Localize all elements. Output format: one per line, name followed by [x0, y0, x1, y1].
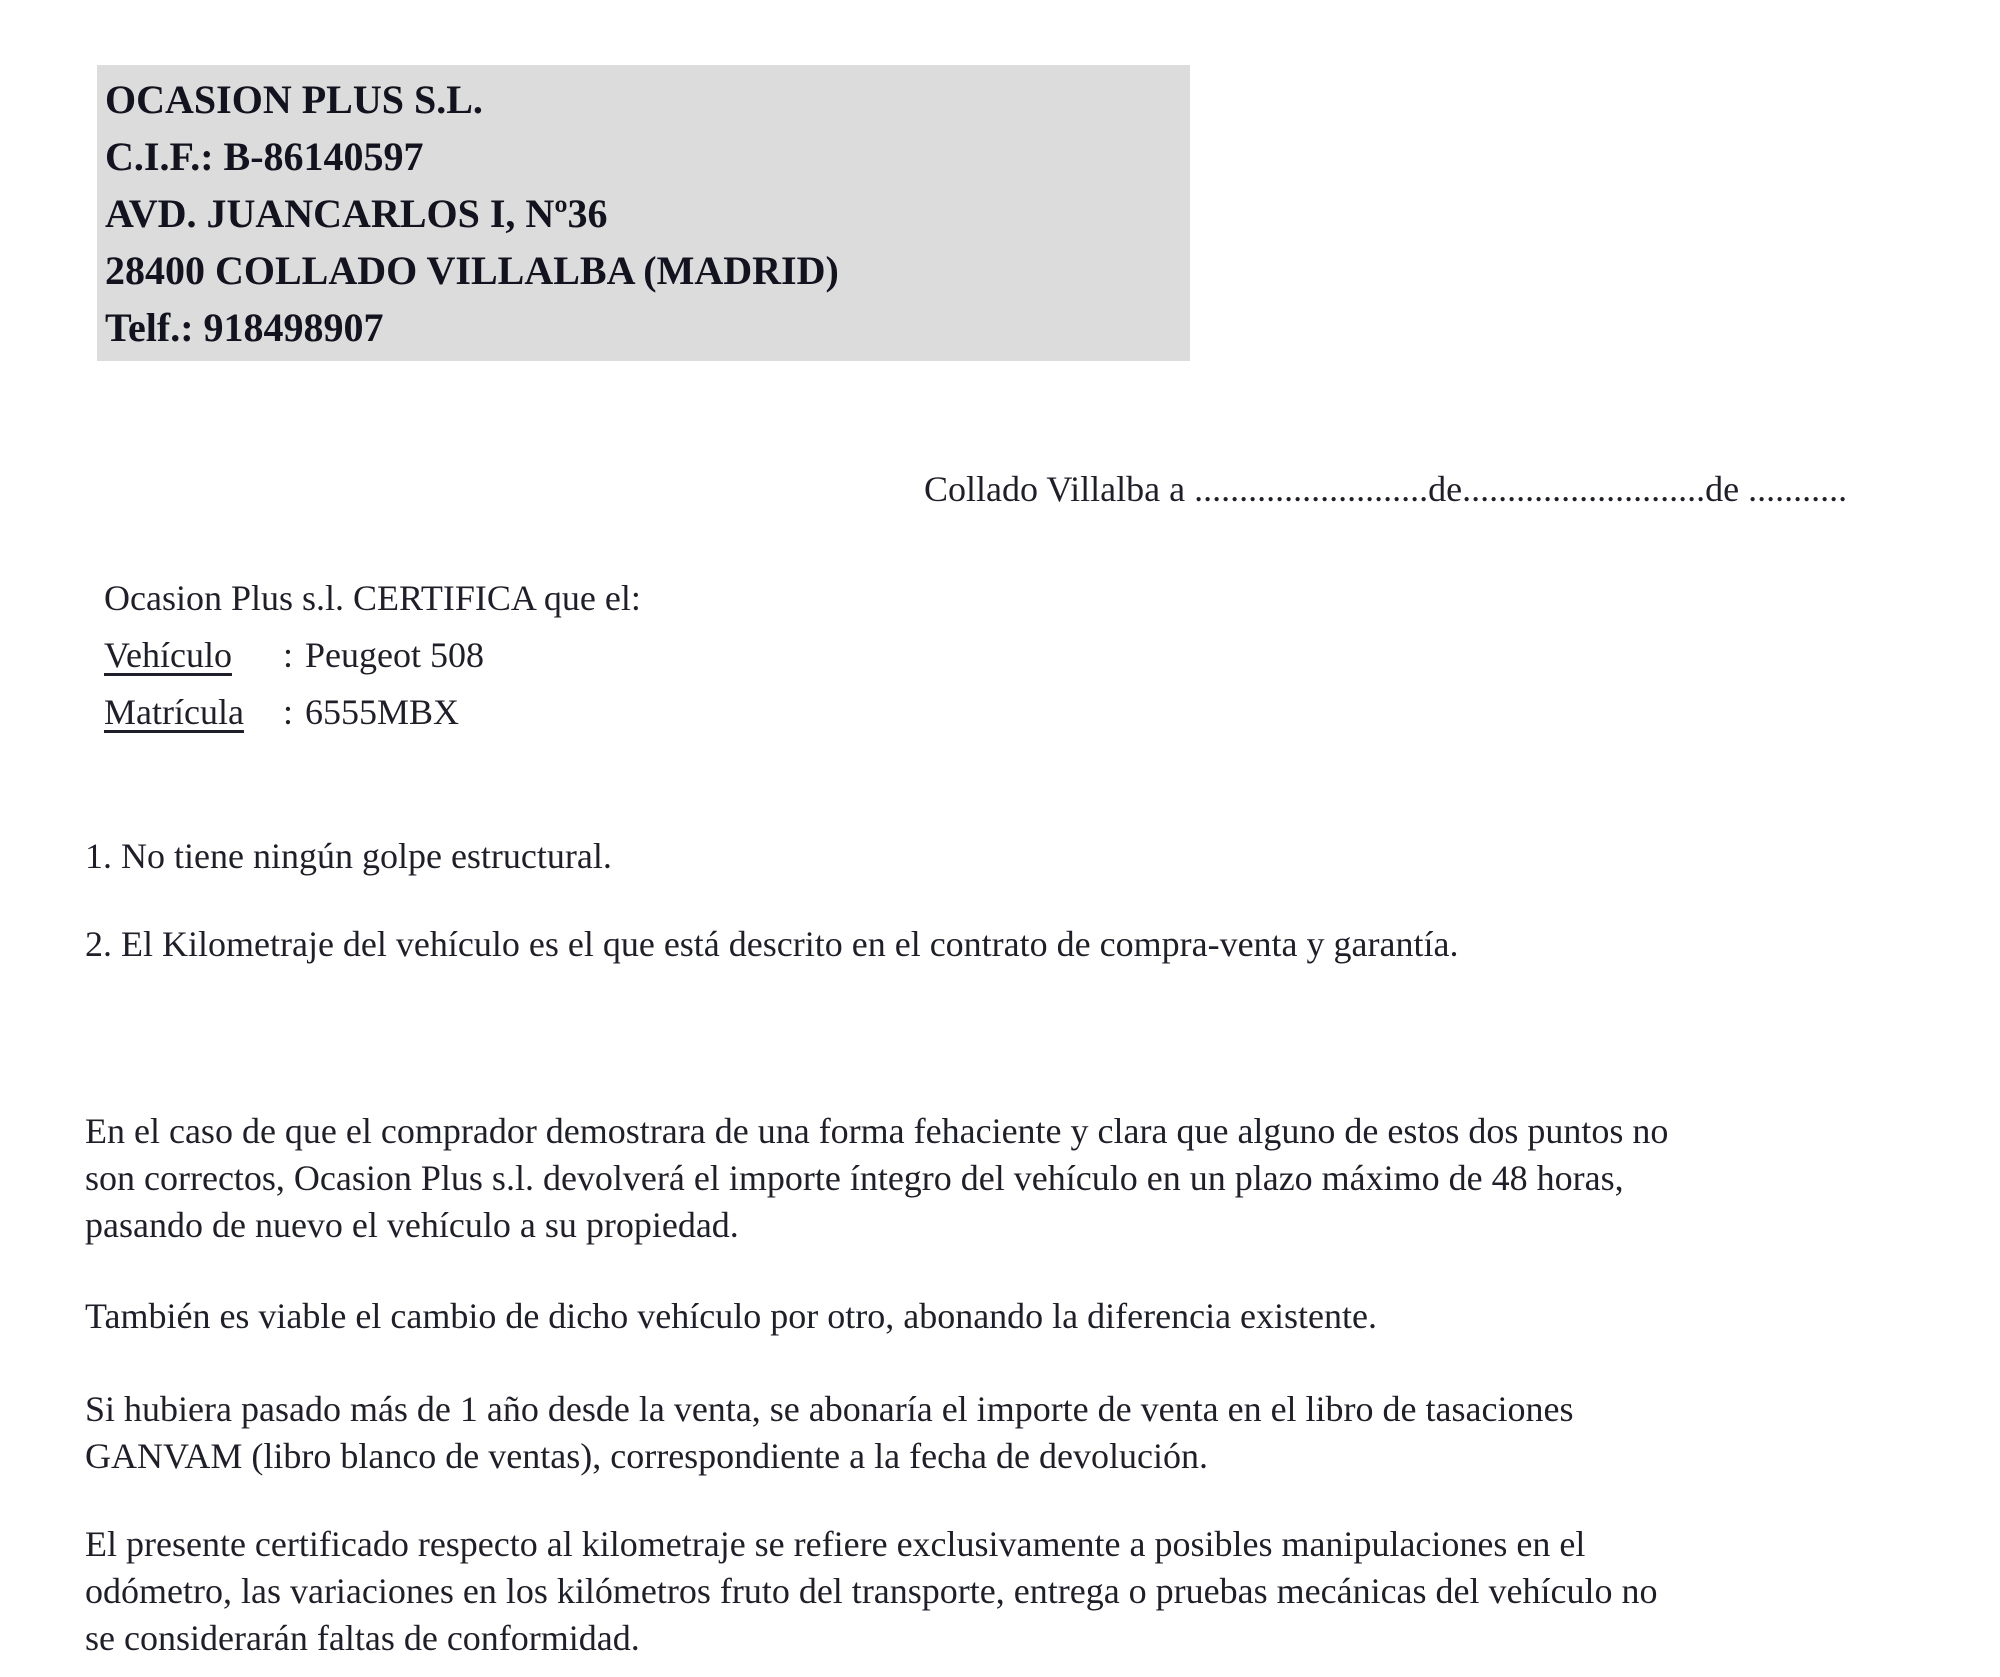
paragraph-line: También es viable el cambio de dicho vehículo por otro, abonando la diferencia existente. [85, 1296, 1378, 1336]
paragraph-line: se considerarán faltas de conformidad. [85, 1618, 640, 1658]
place-date-line: Collado Villalba a ..........................de...........................de ........... [924, 469, 1848, 509]
paragraph-line: pasando de nuevo el vehículo a su propiedad. [85, 1205, 739, 1245]
company-cif: C.I.F.: B-86140597 [105, 133, 424, 179]
plate-field [104, 684, 641, 741]
paragraph-line: Si hubiera pasado más de 1 año desde la venta, se abonaría el importe de venta en el libro de tasaciones [85, 1389, 1574, 1429]
paragraph-ganvam [85, 1386, 1573, 1480]
paragraph-exchange [85, 1293, 1377, 1340]
vehicle-label: Vehículo [104, 635, 232, 675]
paragraph-refund [85, 1108, 1668, 1249]
company-info-box [97, 65, 1190, 361]
paragraph-line: odómetro, las variaciones en los kilómetros fruto del transporte, entrega o pruebas mecánicas del vehículo no [85, 1571, 1658, 1611]
vehicle-field [104, 627, 641, 684]
numbered-point-1: 1. No tiene ningún golpe estructural. [85, 836, 612, 876]
paragraph-odometer [85, 1521, 1658, 1662]
paragraph-line: En el caso de que el comprador demostrara de una forma fehaciente y clara que alguno de estos dos puntos no [85, 1111, 1669, 1151]
paragraph-line: GANVAM (libro blanco de ventas), correspondiente a la fecha de devolución. [85, 1436, 1208, 1476]
paragraph-line: son correctos, Ocasion Plus s.l. devolverá el importe íntegro del vehículo en un plazo máximo de 48 horas, [85, 1158, 1624, 1198]
company-phone: Telf.: 918498907 [105, 304, 384, 350]
certify-intro: Ocasion Plus s.l. CERTIFICA que el: [104, 578, 641, 618]
vehicle-separator: : [283, 635, 294, 675]
plate-label: Matrícula [104, 692, 244, 732]
plate-value: 6555MBX [305, 692, 460, 732]
company-name: OCASION PLUS S.L. [105, 76, 483, 122]
company-address: AVD. JUANCARLOS I, Nº36 [105, 190, 608, 236]
vehicle-value: Peugeot 508 [305, 635, 484, 675]
plate-separator: : [283, 692, 294, 732]
numbered-point-2: 2. El Kilometraje del vehículo es el que está descrito en el contrato de compra-venta y garantía. [85, 924, 1459, 964]
certification-block [104, 570, 641, 741]
paragraph-line: El presente certificado respecto al kilometraje se refiere exclusivamente a posibles manipulaciones en el [85, 1524, 1586, 1564]
company-city: 28400 COLLADO VILLALBA (MADRID) [105, 247, 839, 293]
